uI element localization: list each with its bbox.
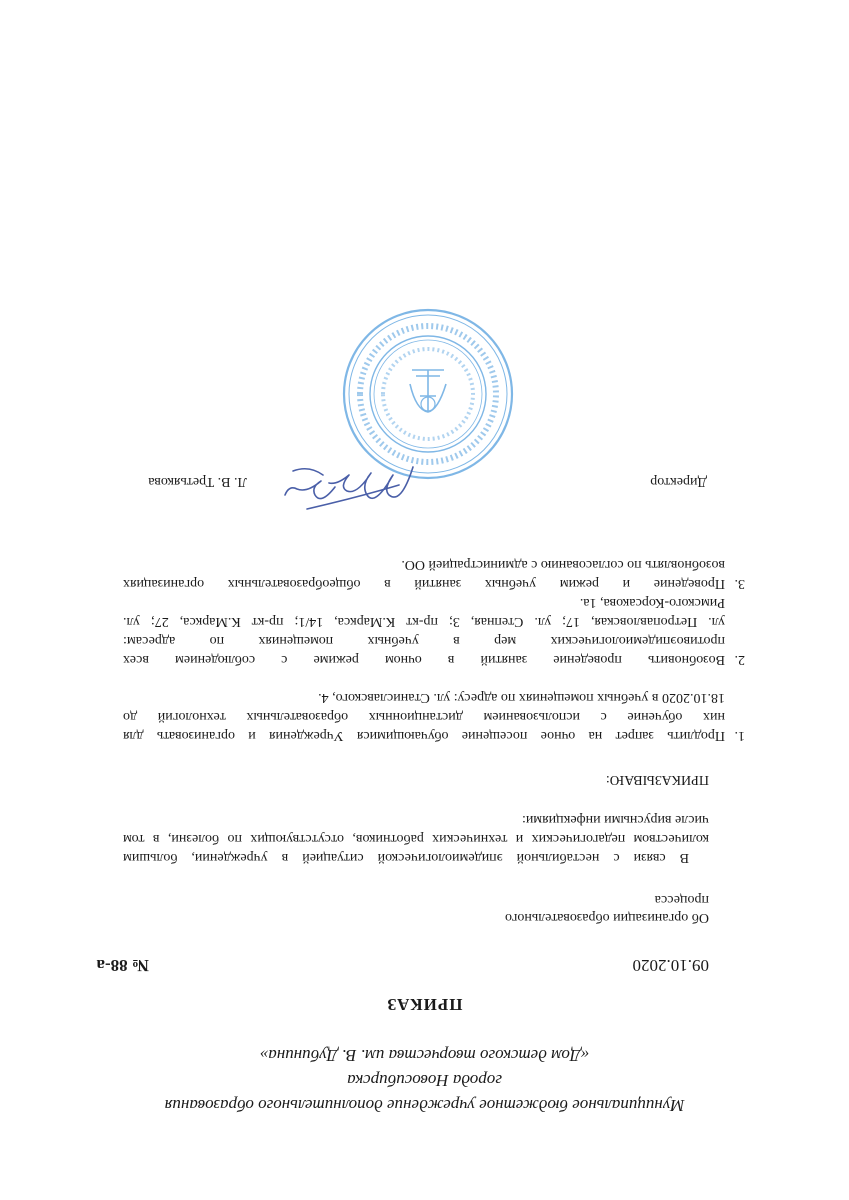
item-2-line-1: Возобновить проведение занятий в очном режиме с соблюдением всех	[123, 652, 725, 667]
item-1-line-2: них обучение с использованием дистанционных образовательных технологий до	[123, 709, 725, 724]
item-2-number: 2.	[734, 652, 745, 667]
item-3-line-2: возобновлять по согласованию с администрацией ОО.	[401, 557, 725, 572]
item-1-number: 1.	[734, 728, 745, 743]
item-2-line-2: противоэпидемиологических мер в учебных помещениях по адресам:	[123, 633, 725, 648]
item-1-line-1: Продлить запрет на очное посещение обучающимися Учреждения и организовать для	[123, 728, 725, 743]
item-3-line-1: Проведение и режим учебных занятий в общеобразовательных организациях	[123, 576, 725, 591]
item-2-line-3: ул. Петропавловская, 17; ул. Степная, 3; пр-кт К.Маркса, 14/1; пр-кт К.Маркса, 27; ул.	[123, 614, 725, 629]
signatory-name: Л. В. Третьякова	[148, 474, 247, 489]
document-title: ПРИКАЗ	[386, 995, 463, 1014]
preamble-line-1: В связи с нестабильной эпидемиологической ситуацией в учреждении, большим	[123, 850, 689, 865]
org-name-line-3: «Дом детского творчества им. В. Дубинина»	[259, 1046, 590, 1065]
item-2-line-4: Римского-Корсакова, 1а.	[579, 595, 725, 610]
order-number: № 88-а	[96, 956, 149, 975]
order-word: ПРИКАЗЫВАЮ:	[605, 772, 709, 787]
subject-line-1: Об организации образовательного	[504, 910, 709, 925]
item-3-number: 3.	[734, 576, 745, 591]
preamble-line-3: числе вирусными инфекциями:	[521, 812, 709, 827]
handwritten-signature	[279, 455, 419, 525]
subject-line-2: процесса	[654, 892, 709, 907]
org-name-line-1: Муниципальное бюджетное учреждение дополнительного образования	[164, 1096, 685, 1115]
preamble-line-2: количеством педагогических и технических работников, отсутствующих по болезни, в том	[123, 831, 709, 846]
order-date: 09.10.2020	[632, 956, 709, 975]
org-name-line-2: города Новосибирска	[347, 1071, 502, 1090]
item-1-line-3: 18.10.2020 в учебных помещениях по адресу: ул. Станиславского, 4.	[318, 690, 725, 705]
signatory-position: Директор	[650, 474, 707, 489]
